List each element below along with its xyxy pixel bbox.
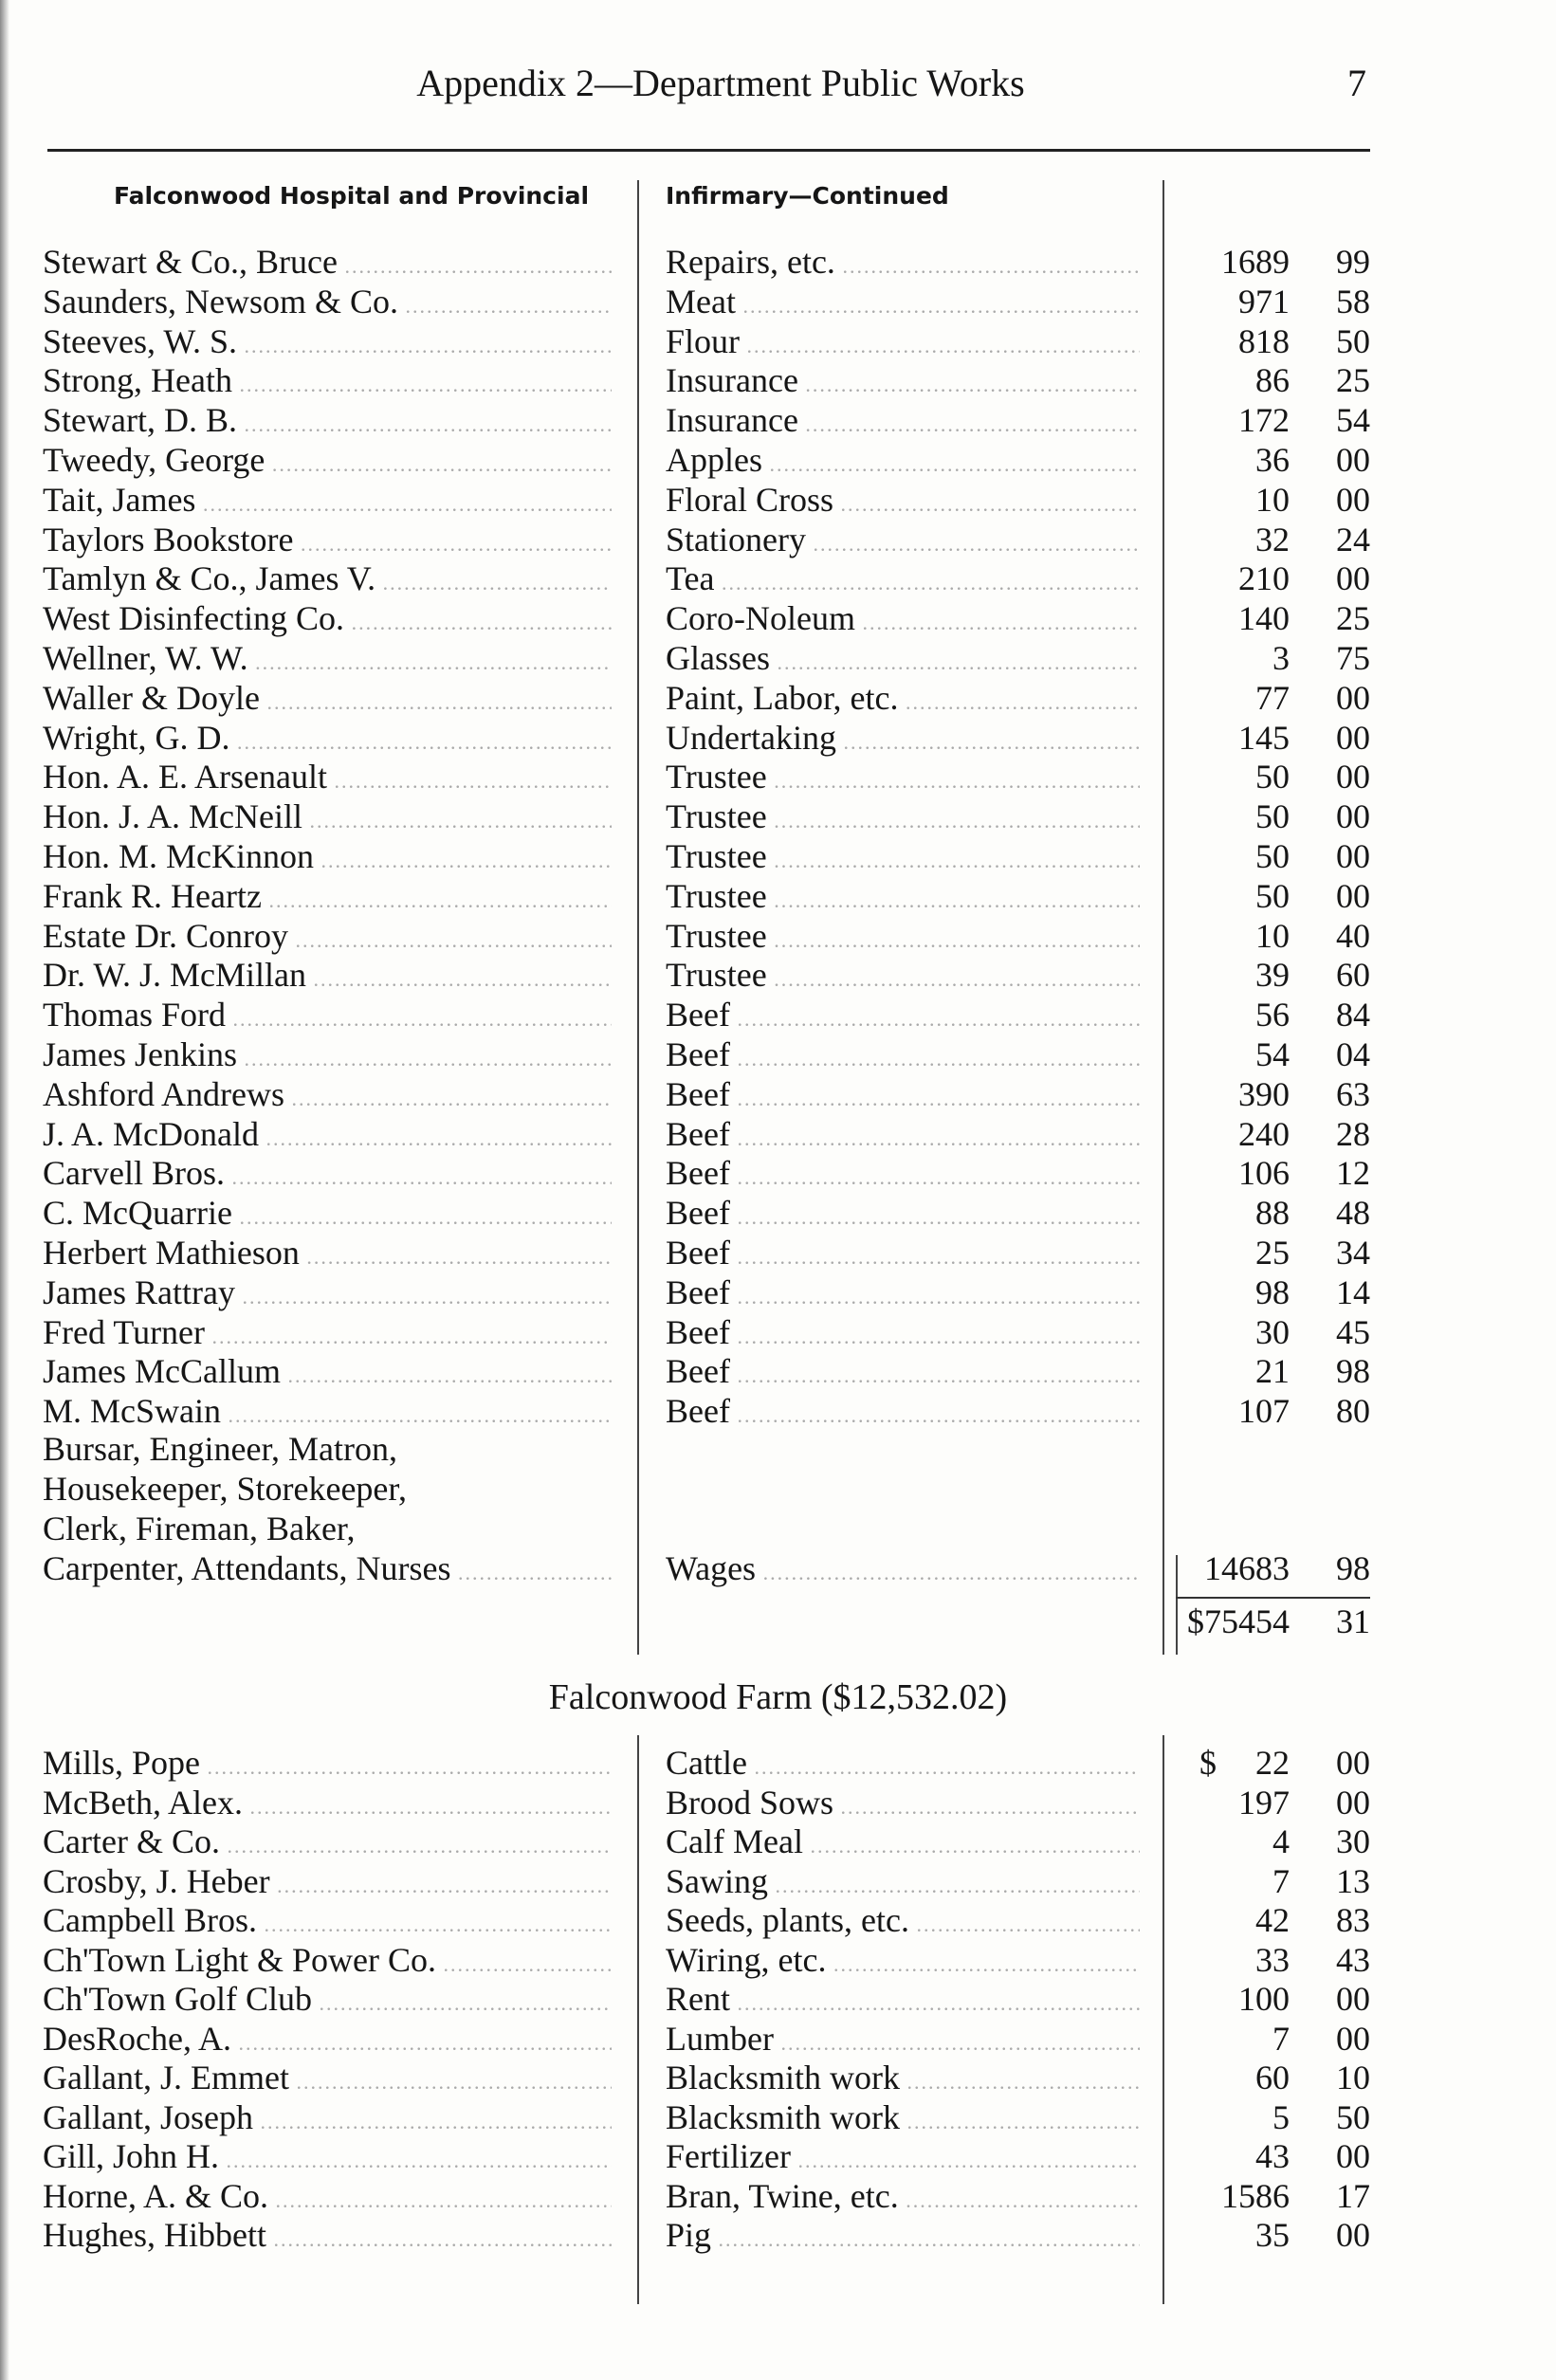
table-row — [0, 1900, 1556, 1940]
table-row — [0, 1312, 1556, 1352]
payee-name: Thomas Ford ..... — [43, 995, 612, 1039]
amount-dollars: 172 — [1238, 401, 1290, 440]
amount-dollars: 60 — [1255, 2059, 1290, 2096]
payee-name: Carter & Co. ..... — [43, 1822, 612, 1866]
total-dollars: $75454 — [1187, 1602, 1290, 1640]
table-row — [0, 955, 1556, 995]
amount-dollars: 100 — [1238, 1980, 1290, 2018]
table-row — [0, 995, 1556, 1034]
payee-name: Hon. M. McKinnon ..... — [43, 836, 612, 881]
table-row — [0, 520, 1556, 559]
expense-item: Beef ..... — [666, 1193, 1140, 1237]
table-row — [0, 1233, 1556, 1272]
payee-name: Stewart & Co., Bruce ..... — [43, 242, 612, 286]
payee-name: Ch'Town Golf Club ..... — [43, 1979, 612, 2023]
expense-item: Apples ..... — [666, 440, 1140, 485]
payee-name: James McCallum ..... — [43, 1351, 612, 1396]
table-row — [0, 2019, 1556, 2059]
payee-name: Fred Turner ..... — [43, 1312, 612, 1357]
amount-dollars: 3 — [1272, 639, 1290, 677]
amount-cents: 00 — [1336, 480, 1370, 519]
table-row — [0, 1351, 1556, 1391]
amount-cents: 00 — [1336, 2019, 1370, 2058]
amount-cents: 24 — [1336, 520, 1370, 558]
expense-item: Beef ..... — [666, 1391, 1140, 1436]
payee-name: Frank R. Heartz ..... — [43, 876, 612, 921]
amount-dollars: 32 — [1255, 520, 1290, 558]
table-row — [0, 1861, 1556, 1901]
amount-dollars: 42 — [1255, 1901, 1290, 1939]
payee-name: James Rattray ..... — [43, 1272, 612, 1317]
expense-item: Lumber ..... — [666, 2019, 1140, 2063]
expense-item: Beef ..... — [666, 995, 1140, 1039]
payee-name: Saunders, Newsom & Co. ..... — [43, 282, 612, 326]
amount-cents: 60 — [1336, 956, 1370, 995]
amount-cents: 48 — [1336, 1194, 1370, 1233]
amount-dollars: 7 — [1272, 2019, 1290, 2058]
amount-cents: 04 — [1336, 1035, 1370, 1073]
payee-name: Carvell Bros. ..... — [43, 1153, 612, 1198]
amount-cents: 40 — [1336, 916, 1370, 955]
amount-cents: 30 — [1336, 1822, 1370, 1860]
amount-cents: 14 — [1336, 1272, 1370, 1311]
table-row — [0, 1153, 1556, 1193]
amount-cents: 00 — [1336, 797, 1370, 836]
page-title: Appendix 2—Department Public Works — [416, 62, 1025, 104]
amount-dollars: 1689 — [1221, 243, 1290, 281]
expense-item: Insurance ..... — [666, 360, 1140, 405]
section-heading-left: Falconwood Hospital and Provincial — [114, 182, 590, 210]
payee-name: Estate Dr. Conroy ..... — [43, 916, 612, 961]
expense-item: Brood Sows ..... — [666, 1783, 1140, 1827]
payee-name: Dr. W. J. McMillan ..... — [43, 955, 612, 999]
payee-name: Tamlyn & Co., James V. ..... — [43, 558, 612, 603]
amount-dollars: 10 — [1255, 480, 1290, 519]
amount-dollars: 30 — [1255, 1312, 1290, 1351]
total-cents: 31 — [1336, 1602, 1370, 1640]
amount-cents: 00 — [1336, 1980, 1370, 2018]
amount-cents: 00 — [1336, 2137, 1370, 2175]
payee-name: Ashford Andrews ..... — [43, 1074, 612, 1119]
expense-item: Calf Meal ..... — [666, 1822, 1140, 1866]
wages-name-line: Carpenter, Attendants, Nurses ..... — [43, 1548, 612, 1593]
amount-cents: 34 — [1336, 1234, 1370, 1272]
amount-cents: 80 — [1336, 1392, 1370, 1431]
amount-dollars: 106 — [1238, 1154, 1290, 1193]
payee-name: Mills, Pope ..... — [43, 1743, 612, 1787]
table-row — [0, 1074, 1556, 1114]
expense-item: Trustee ..... — [666, 876, 1140, 921]
expense-item: Coro-Noleum ..... — [666, 598, 1140, 643]
amount-dollars: 971 — [1238, 282, 1290, 320]
table-row — [0, 1391, 1556, 1431]
amount-dollars: 33 — [1255, 1940, 1290, 1979]
payee-name: James Jenkins ..... — [43, 1034, 612, 1079]
table-row — [0, 282, 1556, 321]
amount-dollars: 21 — [1255, 1352, 1290, 1391]
expense-item: Beef ..... — [666, 1153, 1140, 1198]
table-row — [0, 321, 1556, 361]
payee-name: Hughes, Hibbett ..... — [43, 2215, 612, 2260]
expense-item: Beef ..... — [666, 1312, 1140, 1357]
payee-name: Taylors Bookstore ..... — [43, 520, 612, 564]
amount-cents: 00 — [1336, 1783, 1370, 1822]
table-row — [0, 1034, 1556, 1074]
table-row — [0, 1193, 1556, 1233]
payee-name: Hon. J. A. McNeill ..... — [43, 796, 612, 841]
expense-item: Trustee ..... — [666, 955, 1140, 999]
amount-cents: 45 — [1336, 1312, 1370, 1351]
table-row — [0, 558, 1556, 598]
table-row — [0, 1272, 1556, 1312]
amount-dollars: 88 — [1255, 1194, 1290, 1233]
expense-item: Beef ..... — [666, 1074, 1140, 1119]
amount-cents: 00 — [1336, 876, 1370, 915]
payee-name: Gill, John H. ..... — [43, 2136, 612, 2181]
amount-dollars: 7 — [1272, 1861, 1290, 1900]
amount-dollars: 50 — [1255, 837, 1290, 875]
amount-cents: 00 — [1336, 441, 1370, 479]
amount-dollars: 39 — [1255, 956, 1290, 995]
wages-dollars: 14683 — [1204, 1549, 1290, 1587]
amount-dollars: 25 — [1255, 1234, 1290, 1272]
amount-dollars: 1586 — [1221, 2176, 1290, 2215]
amount-cents: 54 — [1336, 401, 1370, 440]
payee-name: Steeves, W. S. ..... — [43, 321, 612, 366]
amount-dollars: 210 — [1238, 559, 1290, 598]
table-row — [0, 598, 1556, 638]
table-row — [0, 1783, 1556, 1822]
amount-dollars: 54 — [1255, 1035, 1290, 1073]
amount-cents: 63 — [1336, 1074, 1370, 1113]
expense-item: Blacksmith work ..... — [666, 2058, 1140, 2102]
payee-name: Campbell Bros. ..... — [43, 1900, 612, 1945]
amount-cents: 99 — [1336, 243, 1370, 281]
section-heading-right: Infirmary—Continued — [666, 182, 949, 210]
amount-dollars: 50 — [1255, 797, 1290, 836]
payee-name: J. A. McDonald ..... — [43, 1114, 612, 1159]
payee-name: M. McSwain ..... — [43, 1391, 612, 1436]
expense-item: Glasses ..... — [666, 638, 1140, 683]
header-rule — [47, 149, 1370, 152]
payee-name: Stewart, D. B. ..... — [43, 400, 612, 445]
expense-item: Flour ..... — [666, 321, 1140, 366]
table-row — [0, 360, 1556, 400]
wages-item: Wages ..... — [666, 1548, 1140, 1593]
table-row — [0, 2176, 1556, 2216]
payee-name: Wellner, W. W. ..... — [43, 638, 612, 683]
table-row — [0, 678, 1556, 718]
wages-name-line: Housekeeper, Storekeeper, — [43, 1470, 407, 1508]
amount-cents: 50 — [1336, 321, 1370, 360]
table-row — [0, 242, 1556, 282]
amount-dollars: 197 — [1238, 1783, 1290, 1822]
expense-item: Sawing ..... — [666, 1861, 1140, 1906]
wages-cents: 98 — [1336, 1549, 1370, 1587]
amount-cents: 12 — [1336, 1154, 1370, 1193]
amount-cents: 13 — [1336, 1861, 1370, 1900]
table-row — [0, 638, 1556, 678]
expense-item: Beef ..... — [666, 1034, 1140, 1079]
payee-name: Tweedy, George ..... — [43, 440, 612, 485]
amount-dollars: 36 — [1255, 441, 1290, 479]
amount-dollars: 140 — [1238, 599, 1290, 638]
expense-item: Rent ..... — [666, 1979, 1140, 2023]
amount-cents: 00 — [1336, 559, 1370, 598]
table-row — [0, 876, 1556, 916]
payee-name: Waller & Doyle ..... — [43, 678, 612, 723]
expense-item: Trustee ..... — [666, 836, 1140, 881]
table-row — [0, 2136, 1556, 2176]
expense-item: Repairs, etc. ..... — [666, 242, 1140, 286]
amount-cents: 00 — [1336, 718, 1370, 757]
expense-item: Pig ..... — [666, 2215, 1140, 2260]
amount-cents: 17 — [1336, 2176, 1370, 2215]
table-row — [0, 836, 1556, 876]
amount-cents: 83 — [1336, 1901, 1370, 1939]
expense-item: Beef ..... — [666, 1351, 1140, 1396]
amount-dollars: 86 — [1255, 361, 1290, 400]
amount-dollars: 35 — [1255, 2216, 1290, 2254]
expense-item: Bran, Twine, etc. ..... — [666, 2176, 1140, 2221]
payee-name: Tait, James ..... — [43, 480, 612, 524]
table-row — [0, 1743, 1556, 1783]
amount-dollars: 240 — [1238, 1114, 1290, 1153]
table-row — [0, 2215, 1556, 2255]
payee-name: Gallant, J. Emmet ..... — [43, 2058, 612, 2102]
payee-name: West Disinfecting Co. ..... — [43, 598, 612, 643]
payee-name: Strong, Heath ..... — [43, 360, 612, 405]
dollar-sign: $ — [1199, 1744, 1217, 1782]
payee-name: Crosby, J. Heber ..... — [43, 1861, 612, 1906]
amount-dollars: 5 — [1272, 2097, 1290, 2136]
amount-cents: 00 — [1336, 678, 1370, 717]
amount-dollars: 107 — [1238, 1392, 1290, 1431]
amount-cents: 00 — [1336, 2216, 1370, 2254]
amount-dollars: 56 — [1255, 996, 1290, 1034]
table-row — [0, 440, 1556, 480]
farm-section-title: Falconwood Farm ($12,532.02) — [548, 1677, 1008, 1717]
amount-cents: 25 — [1336, 361, 1370, 400]
amount-dollars: 77 — [1255, 678, 1290, 717]
table-row — [0, 1114, 1556, 1154]
amount-cents: 25 — [1336, 599, 1370, 638]
expense-item: Seeds, plants, etc. ..... — [666, 1900, 1140, 1945]
expense-item: Beef ..... — [666, 1114, 1140, 1159]
expense-item: Paint, Labor, etc. ..... — [666, 678, 1140, 723]
amount-dollars: 43 — [1255, 2137, 1290, 2175]
payee-name: Horne, A. & Co. ..... — [43, 2176, 612, 2221]
payee-name: Herbert Mathieson ..... — [43, 1233, 612, 1277]
amount-cents: 43 — [1336, 1940, 1370, 1979]
amount-cents: 00 — [1336, 758, 1370, 796]
expense-item: Tea ..... — [666, 558, 1140, 603]
amount-cents: 28 — [1336, 1114, 1370, 1153]
amount-dollars: 50 — [1255, 758, 1290, 796]
amount-dollars: 818 — [1238, 321, 1290, 360]
payee-name: Gallant, Joseph ..... — [43, 2097, 612, 2142]
expense-item: Undertaking ..... — [666, 718, 1140, 762]
expense-item: Cattle ..... — [666, 1743, 1140, 1787]
payee-name: DesRoche, A. ..... — [43, 2019, 612, 2063]
payee-name: Hon. A. E. Arsenault ..... — [43, 757, 612, 801]
payee-name: McBeth, Alex. ..... — [43, 1783, 612, 1827]
expense-item: Blacksmith work ..... — [666, 2097, 1140, 2142]
table-row — [0, 480, 1556, 520]
expense-item: Trustee ..... — [666, 757, 1140, 801]
expense-item: Insurance ..... — [666, 400, 1140, 445]
amount-cents: 84 — [1336, 996, 1370, 1034]
amount-cents: 98 — [1336, 1352, 1370, 1391]
payee-name: Ch'Town Light & Power Co. ..... — [43, 1940, 612, 1985]
amount-dollars: 390 — [1238, 1074, 1290, 1113]
expense-item: Fertilizer ..... — [666, 2136, 1140, 2181]
amount-dollars: 50 — [1255, 876, 1290, 915]
total-underline — [1176, 1597, 1370, 1599]
expense-item: Trustee ..... — [666, 916, 1140, 961]
table-row — [0, 916, 1556, 956]
table-row — [0, 757, 1556, 796]
table-row — [0, 796, 1556, 836]
amount-cents: 50 — [1336, 2097, 1370, 2136]
expense-item: Beef ..... — [666, 1233, 1140, 1277]
amount-cents: 00 — [1336, 1744, 1370, 1782]
payee-name: C. McQuarrie ..... — [43, 1193, 612, 1237]
table-row — [0, 718, 1556, 758]
amount-dollars: 145 — [1238, 718, 1290, 757]
amount-dollars: 98 — [1255, 1272, 1290, 1311]
table-row — [0, 1940, 1556, 1980]
expense-item: Floral Cross ..... — [666, 480, 1140, 524]
table-row — [0, 400, 1556, 440]
amount-cents: 75 — [1336, 639, 1370, 677]
expense-item: Meat ..... — [666, 282, 1140, 326]
amount-cents: 10 — [1336, 2059, 1370, 2096]
expense-item: Beef ..... — [666, 1272, 1140, 1317]
expense-item: Wiring, etc. ..... — [666, 1940, 1140, 1985]
amount-cents: 58 — [1336, 282, 1370, 320]
table-row — [0, 2058, 1556, 2097]
amount-dollars: 10 — [1255, 916, 1290, 955]
table-row — [0, 1822, 1556, 1861]
expense-item: Trustee ..... — [666, 796, 1140, 841]
page-header — [0, 61, 1556, 118]
expense-item: Stationery ..... — [666, 520, 1140, 564]
amount-dollars: 22 — [1255, 1744, 1290, 1782]
table-row — [0, 1979, 1556, 2019]
payee-name: Wright, G. D. ..... — [43, 718, 612, 762]
wages-name-line: Bursar, Engineer, Matron, — [43, 1430, 398, 1468]
wages-name-line: Clerk, Fireman, Baker, — [43, 1510, 356, 1547]
amount-cents: 00 — [1336, 837, 1370, 875]
table-row — [0, 2097, 1556, 2137]
page-number: 7 — [1347, 62, 1366, 104]
amount-dollars: 4 — [1272, 1822, 1290, 1860]
